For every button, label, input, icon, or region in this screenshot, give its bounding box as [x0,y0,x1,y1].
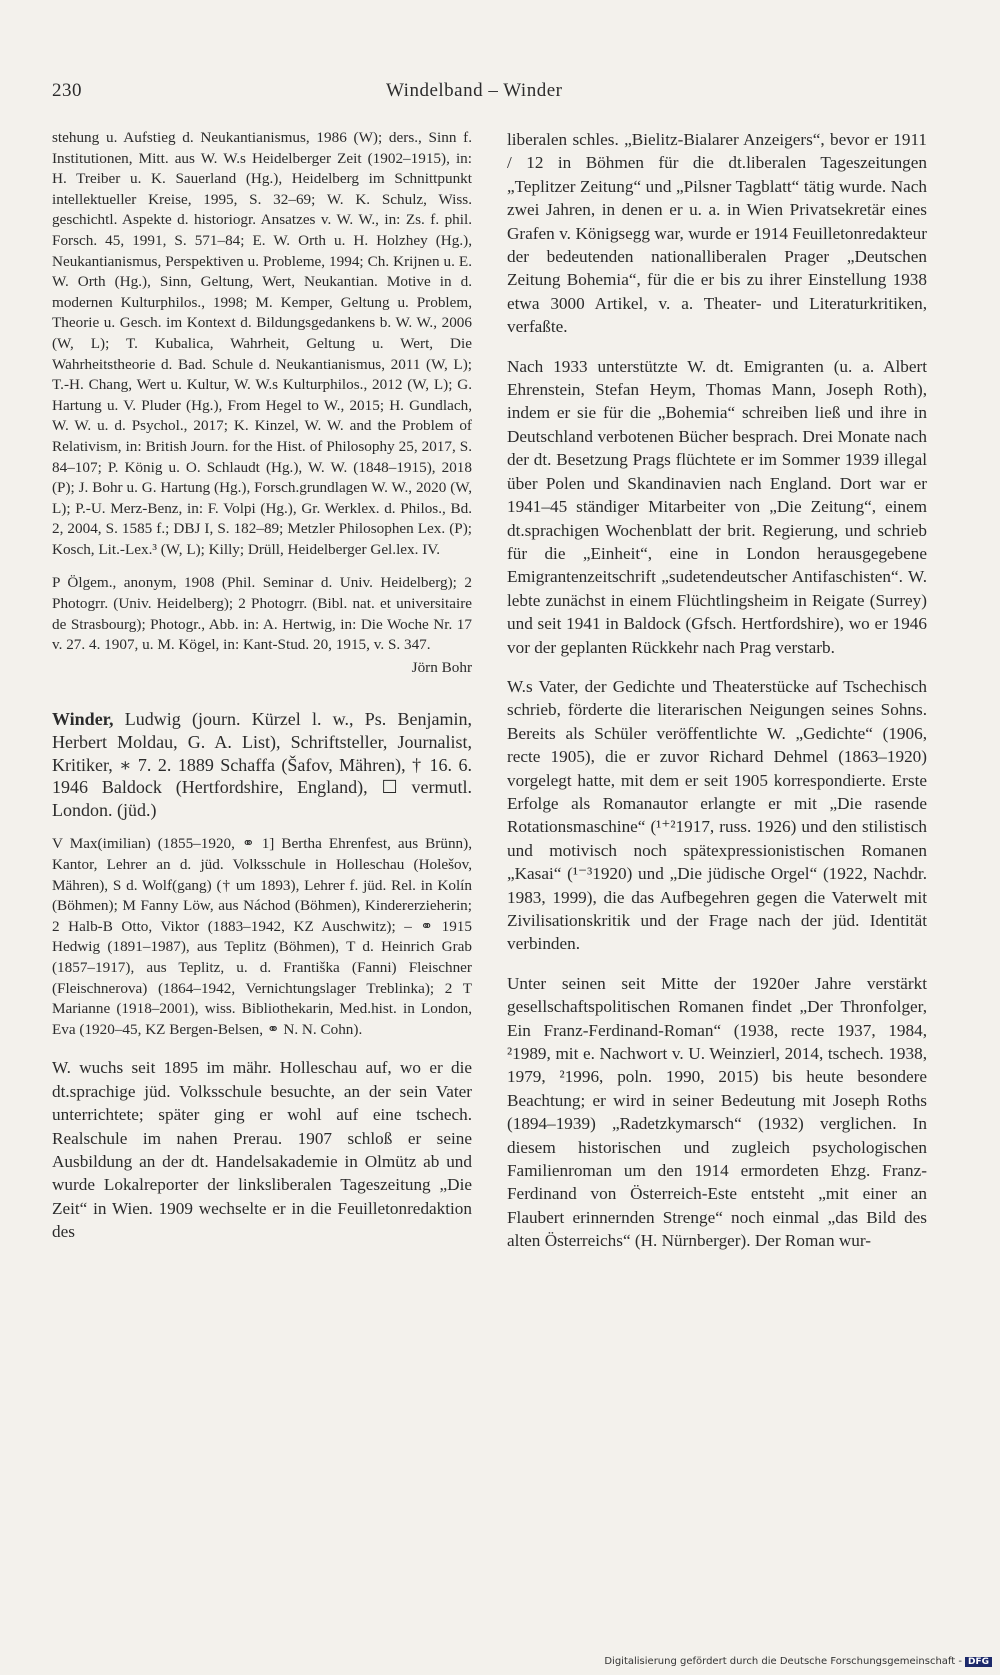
dfg-logo: DFG [965,1657,992,1667]
literature-paragraph: stehung u. Aufstieg d. Neukantianismus, 1986 (W); ders., Sinn f. Institutionen, Mitt. aus W. W.s Heidelberger Zeit (1902–1915), in: H. Treiber u. K. Sauerland (Hg.), Heidelberg im Schnittpunkt intellektueller Kreise, 1995, S. 32–69; W. K. Schulz, Wiss. geschichtl. Aspekte d. historiogr. Ansatzes v. W. W., in: Zs. f. phil. Forsch. 45, 1991, S. 571–84; E. W. Orth u. H. Holzhey (Hg.), Neukantianismus, Perspektiven u. Probleme, 1994; Ch. Krijnen u. E. W. Orth (Hg.), Sinn, Geltung, Wert, Neukantian. Motive in d. modernen Kulturphilos., 1998; M. Kemper, Geltung u. Problem, Theorie u. Gesch. im Kontext d. Bildungsgedankens b. W. W., 2006 (W, L); T. Kubalica, Wahrheit, Geltung u. Wert, Die Wahrheitstheorie d. Bad. Schule d. Neukantianismus, 2011 (W, L); T.-H. Chang, Wert u. Kultur, W. W.s Kulturphilos., 2012 (W, L); G. Hartung u. V. Pluder (Hg.), From Hegel to W., 2015; H. Gundlach, W. W. u. d. Psychol., 2017; K. Kinzel, W. W. and the Problem of Relativism, in: British Journ. for the Hist. of Philosophy 25, 2017, S. 84–107; P. König u. O. Schlaudt (Hg.), W. W. (1848–1915), 2018 (P); J. Bohr u. G. Hartung (Hg.), Forsch.grundlagen W. W., 2020 (W, L); P.-U. Merz-Benz, in: F. Volpi (Hg.), Gr. Werklex. d. Philos., Bd. 2, 2004, S. 1585 f.; DBJ I, S. 182–89; Metzler Philosophen Lex. (P); Kosch, Lit.-Lex.³ (W, L); Killy; Drüll, Heidelberger Gel.lex. IV. [52,129,472,558]
entry-heading [52,708,472,821]
genealogy-paragraph: V Max(imilian) (1855–1920, ⚭ 1] Bertha Ehrenfest, aus Brünn), Kantor, Lehrer an d. jüd. Volksschule in Holleschau (Holešov, Mähren), S d. Wolf(gang) († um 1893), Lehrer f. jüd. Rel. in Kolín (Böhmen); M Fanny Löw, aus Náchod (Böhmen), Kindererzieherin; 2 Halb-B Otto, Viktor (1883–1942, KZ Auschwitz); – ⚭ 1915 Hedwig (1891–1987), aus Teplitz (Böhmen), T d. Heinrich Grab (1857–1917), aus Teplitz, u. d. Františka (Fanni) Fleischner (Fleischnerova) (1864–1942, Vernichtungslager Treblinka); 2 T Marianne (1918–2001), wiss. Bibliothekarin, Med.hist. in London, Eva (1920–45, KZ Bergen-Belsen, ⚭ N. N. Cohn). [52,835,472,1038]
digitization-credit-text: Digitalisierung gefördert durch die Deutsche Forschungsgemeinschaft - [604,1656,962,1667]
biography-paragraph-2: Nach 1933 unterstützte W. dt. Emigranten (u. a. Albert Ehrenstein, Stefan Heym, Thomas Mann, Joseph Roth), indem er sie für die „Bohemia“ schreiben ließ und ihre in Deutschland verbotenen Bücher besprach. Drei Monate nach der dt. Besetzung Prags flüchtete er im Sommer 1939 illegal über Polen und Skandinavien nach England. Dort war er 1941–45 ständiger Mitarbeiter von „Die Zeitung“, einem dt.sprachigen Wochenblatt der brit. Regierung, und schrieb für die „Einheit“, eine in London herausgegebene Emigrantenzeitschrift „sudetendeutscher Antifaschisten“. W. lebte zunächst in einem Flüchtlingsheim in Reigate (Surrey) und seit 1941 in Baldock (Gfsch. Hertfordshire), wo er 1946 vor der geplanten Rückkehr nach Prag verstarb. [507,356,927,657]
author-signature: Jörn Bohr [411,658,472,676]
page-number: 230 [52,80,82,101]
biography-paragraph-1: liberalen schles. „Bielitz-Bialarer Anzeigers“, bevor er 1911 / 12 in Böhmen für die dt.liberalen Tageszeitungen „Teplitzer Zeitung“ und „Pilsner Tagblatt“ tätig wurde. Nach zwei Jahren, in denen er u. a. in Wien Privatsekretär eines Grafen v. Königsegg war, wurde er 1914 Feuilletonredakteur der bedeutenden nationalliberalen Prager „Deutschen Zeitung Bohemia“, für die er bis zu ihrer Einstellung 1938 etwa 3000 Artikel, v. a. Theater- und Literaturkritiken, verfaßte. [507,130,927,337]
left-column [52,128,472,1244]
running-head: Windelband – Winder [386,80,563,101]
right-column [507,128,927,1253]
digitization-credit [604,1656,992,1667]
portraits-paragraph: P Ölgem., anonym, 1908 (Phil. Seminar d. Univ. Heidelberg); 2 Photogrr. (Univ. Heidelberg); 2 Photogrr. (Bibl. nat. et universitaire de Strasbourg); Photogr., Abb. in: A. Hertwig, in: Die Woche Nr. 17 v. 27. 4. 1907, u. M. Kögel, in: Kant-Stud. 20, 1915, v. S. 347. [52,574,472,654]
entry-heading-details: Ludwig (journ. Kürzel l. w., Ps. Benjamin, Herbert Moldau, G. A. List), Schriftsteller, Journalist, Kritiker, ∗ 7. 2. 1889 Schaffa (Šafov, Mähren), † 16. 6. 1946 Baldock (Hertfordshire, England), ☐ vermutl. London. (jüd.) [52,709,472,820]
biography-paragraph: W. wuchs seit 1895 im mähr. Holleschau auf, wo er die dt.sprachige jüd. Volksschule besuchte, an der sein Vater unterrichtete; später ging er wohl auf eine tschech. Realschule im nahen Prerau. 1907 schloß er seine Ausbildung an der dt. Handelsakademie in Olmütz ab und wurde Lokalreporter der linksliberalen Tageszeitung „Die Zeit“ in Wien. 1909 wechselte er in die Feuilletonredaktion des [52,1058,472,1242]
entry-name: Winder, [52,709,114,730]
biography-paragraph-4: Unter seinen seit Mitte der 1920er Jahre verstärkt gesellschaftspolitischen Romanen findet „Der Thronfolger, Ein Franz-Ferdinand-Roman“ (1938, recte 1937, 1984, ²1989, mit e. Nachwort v. U. Weinzierl, 2014, tschech. 1938, 1979, ²1996, poln. 1990, 2015) bis heute besondere Beachtung; er wird in seiner Bedeutung mit Joseph Roths (1894–1939) „Radetzkymarsch“ (1932) verglichen. In diesem historischen und zugleich psychologischen Familienroman um den 1914 ermordeten Ehzg. Franz-Ferdinand von Österreich-Este entsteht „mit einer an Flaubert erinnernden Strenge“ noch einmal „das Bild des alten Österreichs“ (H. Nürnberger). Der Roman wur- [507,973,927,1251]
biography-paragraph-3: W.s Vater, der Gedichte und Theaterstücke auf Tschechisch schrieb, förderte die literarischen Neigungen seines Sohns. Bereits als Schüler veröffentlichte W. „Gedichte“ (1906, recte 1905), die er zuvor Richard Dehmel (1863–1920) vorgelegt hatte, mit dem er seit 1905 korrespondierte. Erste Erfolge als Romanautor erlangte er mit „Die rasende Rotationsmaschine“ (¹⁺²1917, russ. 1926) und den stilistisch und motivisch noch spätexpressionistischen Romanen „Kasai“ (¹⁻³1920) und „Die jüdische Orgel“ (1922, Nachdr. 1983, 1999), die das Aufbegehren gegen die Vaterwelt mit Zivilisationskritik und der Frage nach der jüd. Identität verbinden. [507,676,927,954]
